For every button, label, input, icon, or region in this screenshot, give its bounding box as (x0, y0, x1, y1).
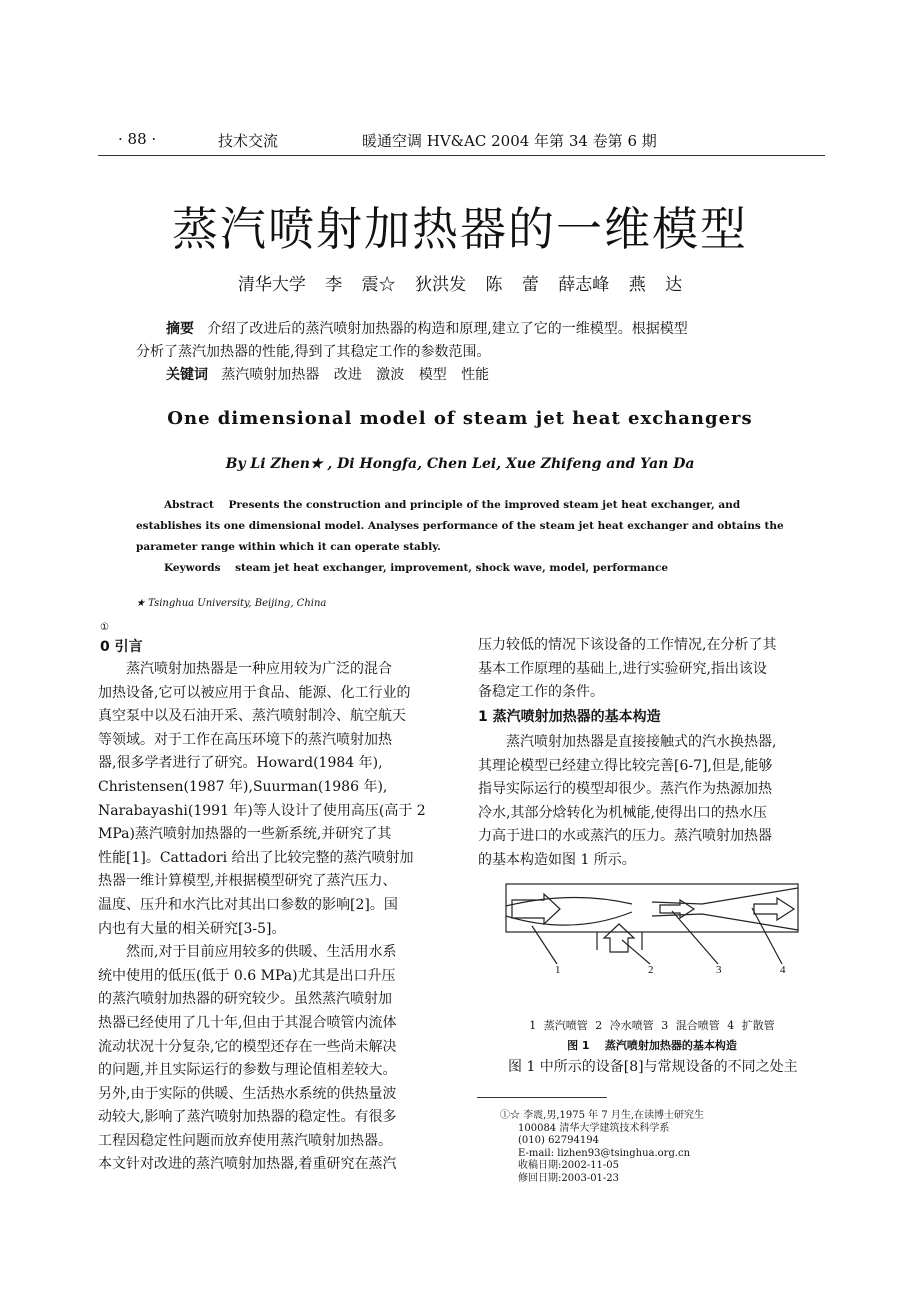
body-line: 内也有大量的相关研究[3-5]。 (98, 920, 286, 937)
body-line: 的蒸汽喷射加热器的研究较少。虽然蒸汽喷射加 (98, 991, 392, 1008)
footnote (500, 1110, 704, 1185)
keywords-text: 蒸汽喷射加热器 改进 激波 模型 性能 (221, 367, 490, 383)
figure-label-1: 1 (555, 964, 561, 974)
body-line: 的问题,并且实际运行的参数与理论值相差较大。 (98, 1062, 397, 1079)
body-line: 工程因稳定性问题而放弃使用蒸汽喷射加热器。 (98, 1132, 392, 1149)
abstract-text-2: 分析了蒸汽加热器的性能,得到了其稳定工作的参数范围。 (136, 344, 491, 360)
abstract-en-label: Abstract (164, 499, 214, 511)
body-line: 本文针对改进的蒸汽喷射加热器,着重研究在蒸汽 (98, 1156, 397, 1173)
abstract-label: 摘要 (166, 321, 194, 337)
body-line: 热器一维计算模型,并根据模型研究了蒸汽压力、 (98, 873, 397, 890)
outlet-arrow (754, 898, 794, 920)
body-line: 压力较低的情况下该设备的工作情况,在分析了其 (478, 637, 777, 653)
diffuser-lower (652, 914, 798, 930)
body-line: 另外,由于实际的供暖、生活热水系统的供热量波 (98, 1085, 397, 1102)
abstract-en-text-2: establishes its one dimensional model. Analyses performance of the steam jet heat exchanger and obtains the (136, 520, 784, 532)
body-line: 指导实际运行的模型却很少。蒸汽作为热源加热 (478, 781, 772, 798)
body-line: 温度、压升和水汽比对其出口参数的影响[2]。国 (98, 896, 398, 913)
body-line: 然而,对于目前应用较多的供暖、生活用水系 (126, 944, 397, 961)
column-name: 技术交流 (218, 132, 279, 150)
english-title: One dimensional model of steam jet heat exchangers (167, 408, 753, 429)
body-line: 加热设备,它可以被应用于食品、能源、化工行业的 (98, 684, 411, 701)
keywords-en-label: Keywords (164, 562, 221, 574)
abstract-en-text-1: Presents the construction and principle of the improved steam jet heat exchanger, and (228, 499, 741, 511)
page-number: · 88 · (118, 130, 157, 148)
figure-caption-number: 图 1 (567, 1039, 590, 1052)
footnote-line: ①☆ 李震,男,1975 年 7 月生,在读博士研究生 (500, 1110, 705, 1121)
journal-info: 暖通空调 HV&AC 2004 年第 34 卷第 6 期 (362, 132, 657, 150)
after-figure-text: 图 1 中所示的设备[8]与常规设备的不同之处主 (508, 1059, 798, 1075)
body-line: 蒸汽喷射加热器是直接接触式的汽水换热器, (506, 734, 777, 750)
figure-caption (478, 1037, 826, 1053)
author-line: 清华大学 李 震☆ 狄洪发 陈 蕾 薛志峰 燕 达 (237, 275, 683, 295)
body-line: 统中使用的低压(低于 0.6 MPa)尤其是出口升压 (98, 967, 396, 984)
body-line: 冷水,其部分焓转化为机械能,使得出口的热水压 (478, 804, 767, 821)
footnote-line: 收稿日期:2002-11-05 (518, 1160, 620, 1171)
figure-caption-text: 蒸汽喷射加热器的基本构造 (604, 1039, 737, 1052)
body-line: 等领域。对于工作在高压环境下的蒸汽喷射加热 (98, 731, 392, 748)
footnote-rule (477, 1097, 607, 1098)
abstract-text-1: 介绍了改进后的蒸汽喷射加热器的构造和原理,建立了它的一维模型。根据模型 (207, 321, 688, 337)
figure-label-3: 3 (716, 964, 722, 974)
keywords-label: 关键词 (166, 367, 208, 383)
right-column-intro (478, 634, 826, 705)
body-line: 热器已经使用了几十年,但由于其混合喷管内流体 (98, 1014, 397, 1031)
body-line: 动较大,影响了蒸汽喷射加热器的稳定性。有很多 (98, 1109, 397, 1126)
abstract-en (136, 495, 796, 579)
steam-nozzle-upper (506, 897, 632, 906)
diffuser-upper (652, 888, 798, 904)
figure-1-diagram (502, 878, 802, 974)
left-column (98, 658, 446, 1177)
english-authors: By Li Zhen★ , Di Hongfa, Chen Lei, Xue Zhifeng and Yan Da (225, 456, 695, 472)
body-line: Narabayashi(1991 年)等人设计了使用高压(高于 2 (98, 802, 426, 819)
body-line: MPa)蒸汽喷射加热器的一些新系统,并研究了其 (98, 826, 392, 843)
section-0-heading: 0 引言 (100, 639, 143, 655)
body-line: 蒸汽喷射加热器是一种应用较为广泛的混合 (126, 661, 392, 677)
footnote-line: (010) 62794194 (518, 1135, 599, 1146)
body-line: 性能[1]。Cattadori 给出了比较完整的蒸汽喷射加 (98, 849, 414, 866)
body-line: 其理论模型已经建立得比较完善[6-7],但是,能够 (478, 757, 773, 774)
body-line: 器,很多学者进行了研究。Howard(1984 年), (98, 755, 383, 772)
footnote-line: 100084 清华大学建筑技术科学系 (518, 1122, 670, 1134)
body-line: 的基本构造如图 1 所示。 (478, 851, 636, 868)
footnote-marker: ① (100, 622, 109, 633)
body-line: 真空泵中以及石油开采、蒸汽喷射制冷、航空航天 (98, 708, 406, 725)
body-line: 力高于进口的水或蒸汽的压力。蒸汽喷射加热器 (478, 828, 772, 845)
body-line: 流动状况十分复杂,它的模型还存在一些尚未解决 (98, 1038, 397, 1055)
abstract-en-text-3: parameter range within which it can operate stably. (136, 541, 441, 553)
body-line: Christensen(1987 年),Suurman(1986 年), (98, 778, 388, 795)
leader-3 (672, 911, 718, 964)
body-line: 备稳定工作的条件。 (478, 684, 604, 701)
keywords-en-text: steam jet heat exchanger, improvement, shock wave, model, performance (235, 562, 669, 574)
footnote-line: E-mail: lizhen93@tsinghua.org.cn (518, 1147, 691, 1159)
figure-label-2: 2 (648, 964, 654, 974)
water-inlet-arrow (604, 924, 634, 952)
figure-legend: 1 蒸汽喷管 2 冷水喷管 3 混合喷管 4 扩散管 (529, 1019, 775, 1032)
body-line: 基本工作原理的基础上,进行实验研究,指出该设 (478, 660, 767, 677)
abstract-cn (136, 318, 806, 387)
footnote-line: 修回日期:2003-01-23 (518, 1172, 620, 1184)
affiliation-note: ★ Tsinghua University, Beijing, China (136, 598, 327, 609)
header-rule (98, 155, 825, 156)
section-1-heading: 1 蒸汽喷射加热器的基本构造 (478, 709, 661, 725)
paper-title: 蒸汽喷射加热器的一维模型 (172, 202, 748, 256)
cold-water-inlet (597, 932, 642, 950)
figure-label-4: 4 (780, 964, 786, 974)
right-column-body (478, 731, 826, 873)
